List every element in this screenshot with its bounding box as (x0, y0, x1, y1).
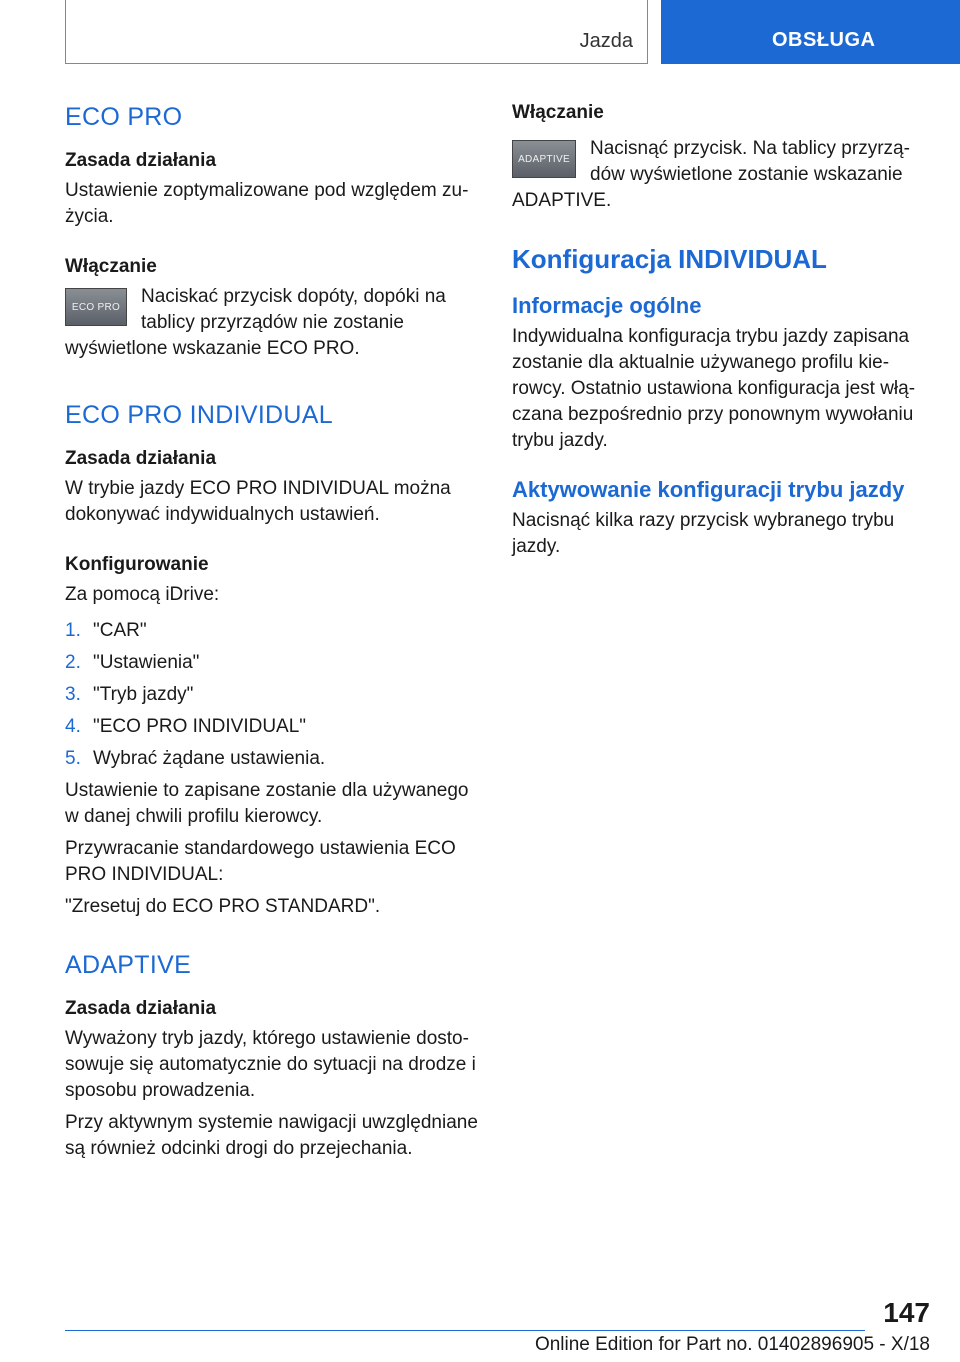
list-item (65, 714, 480, 740)
reset-intro-text: Przywracanie standardowego ustawienia ECO PRO INDIVIDUAL: (65, 838, 456, 885)
adaptive-switch-text: Nacisnąć przycisk. Na tablicy przyrządów wyświetlone zostanie wskazanie ADAPTIVE. (512, 138, 910, 211)
config-individual-title: Konfiguracja INDIVIDUAL (512, 244, 827, 274)
eco-pro-button-image: ECO PRO (65, 288, 127, 326)
adaptive-navigation-text: Przy aktywnym systemie nawigacji uwzględniane są również odcinki drogi do przejechania. (65, 1112, 478, 1159)
eco-pro-switch-text: Naciskać przycisk dopóty, dopóki na tablicy przyrządów nie zostanie wyświetlone wskazanie ECO PRO. (65, 286, 446, 359)
eco-pro-switch-heading: Włączanie (65, 256, 157, 277)
right-column (512, 100, 932, 560)
adaptive-principle-heading: Zasada działania (65, 998, 217, 1019)
eco-pro-individual-title: ECO PRO INDIVIDUAL (65, 401, 333, 429)
adaptive-title: ADAPTIVE (65, 951, 192, 979)
list-item (65, 682, 480, 708)
list-item (65, 650, 480, 676)
left-column (65, 100, 480, 1162)
header-active-tab[interactable] (661, 0, 960, 64)
header-active-label: OBSŁUGA (772, 29, 876, 51)
config-steps-list (65, 618, 480, 772)
step-number: 2. (65, 652, 81, 673)
step-text: "Tryb jazdy" (93, 684, 194, 705)
page-number: 147 (883, 1297, 930, 1328)
list-item (65, 746, 480, 772)
step-number: 1. (65, 620, 81, 641)
eco-pro-individual-principle-text: W trybie jazdy ECO PRO INDIVIDUAL można dokonywać indywidualnych ustawień. (65, 478, 451, 525)
footer-edition-text: Online Edition for Part no. 01402896905 - X/18 (534, 1334, 930, 1355)
general-info-heading: Informacje ogólne (512, 293, 702, 318)
list-item (65, 618, 480, 644)
step-text: "ECO PRO INDIVIDUAL" (93, 716, 307, 737)
eco-pro-principle-heading: Zasada działania (65, 150, 217, 171)
step-text: "Ustawienia" (93, 652, 200, 673)
step-text: "CAR" (93, 620, 147, 641)
eco-pro-individual-config-intro: Za pomocą iDrive: (65, 584, 220, 605)
activate-config-heading: Aktywowanie konfiguracji trybu jazdy (512, 477, 905, 502)
header-section-label: Jazda (579, 30, 633, 52)
step-number: 3. (65, 684, 81, 705)
eco-pro-switch-block (65, 284, 480, 362)
eco-pro-title: ECO PRO (65, 103, 183, 131)
eco-pro-individual-principle-heading: Zasada działania (65, 448, 217, 469)
step-text: Wybrać żądane ustawienia. (93, 748, 326, 769)
step-number: 5. (65, 748, 81, 769)
step-number: 4. (65, 716, 81, 737)
general-info-text: Indywidualna konfiguracja trybu jazdy zapisana zostanie dla aktualnie używanego profilu kierowcy. Ostatnio ustawiona konfiguracja jest włączana bezpośrednio przy ponownym wywołaniu trybu jazdy. (512, 326, 916, 451)
eco-pro-principle-text: Ustawienie zoptymalizowane pod względem zużycia. (65, 180, 469, 227)
adaptive-switch-block (512, 136, 932, 214)
reset-value-text: "Zresetuj do ECO PRO STANDARD". (65, 896, 381, 917)
footer-divider (65, 1330, 865, 1331)
activate-config-text: Nacisnąć kilka razy przycisk wybranego trybu jazdy. (512, 510, 895, 557)
eco-pro-individual-config-heading: Konfigurowanie (65, 554, 209, 575)
adaptive-button-image: ADAPTIVE (512, 140, 576, 178)
adaptive-switch-heading: Włączanie (512, 102, 604, 123)
header-section-tab[interactable] (65, 0, 648, 64)
after-steps-text: Ustawienie to zapisane zostanie dla używanego w danej chwili profilu kierowcy. (65, 780, 469, 827)
adaptive-principle-text: Wyważony tryb jazdy, którego ustawienie dostosowuje się automatycznie do sytuacji na drodze i sposobu prowadzenia. (65, 1028, 476, 1101)
